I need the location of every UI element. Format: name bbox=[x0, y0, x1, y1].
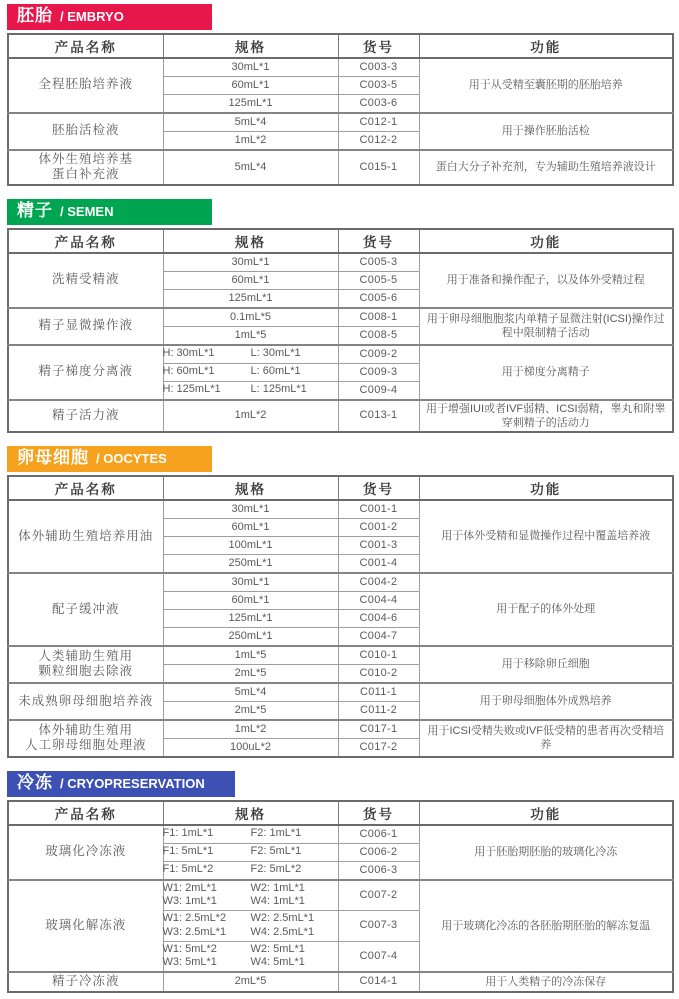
table-row bbox=[8, 308, 673, 327]
table-head bbox=[8, 476, 673, 500]
spec-value: F2: 5mL*2 bbox=[250, 863, 302, 876]
product-name-line: 人类辅助生殖用 bbox=[38, 648, 133, 663]
spec-value: 1mL*5 bbox=[234, 648, 267, 661]
catalog-number-cell: C001-2 bbox=[338, 518, 419, 536]
spec-value: 0.1mL*5 bbox=[230, 310, 271, 323]
spec-value: 100mL*1 bbox=[228, 538, 273, 551]
column-header: 货号 bbox=[338, 34, 419, 58]
function-cell: 用于操作胚胎活检 bbox=[419, 113, 673, 150]
product-name-line: 体外辅助生殖用 bbox=[38, 722, 133, 737]
catalog-number-cell: C009-2 bbox=[338, 345, 419, 364]
catalog-number-cell: C011-1 bbox=[338, 683, 419, 702]
catalog-number-cell: C009-4 bbox=[338, 381, 419, 400]
product-name-line: 精子活力液 bbox=[51, 408, 120, 423]
table-head bbox=[8, 34, 673, 58]
product-name-cell bbox=[8, 500, 163, 573]
table-body bbox=[8, 500, 673, 757]
catalog-number-cell: C011-2 bbox=[338, 701, 419, 720]
section-header-cryopreservation bbox=[7, 771, 235, 797]
column-header: 产品名称 bbox=[8, 34, 163, 58]
product-name-line: 全程胚胎培养液 bbox=[38, 77, 133, 92]
spec-cell bbox=[163, 683, 338, 702]
column-header: 货号 bbox=[338, 476, 419, 500]
spec-pair bbox=[162, 863, 336, 877]
spec-value: 30mL*1 bbox=[231, 502, 270, 515]
product-name-cell bbox=[8, 400, 163, 433]
product-name-cell bbox=[8, 972, 163, 992]
function-cell: 用于准备和操作配子，以及体外受精过程 bbox=[419, 253, 673, 308]
section-embryo bbox=[7, 4, 672, 186]
function-cell: 用于玻璃化冷冻的各胚胎期胚胎的解冻复温 bbox=[419, 880, 673, 973]
spec-cell bbox=[163, 253, 338, 272]
spec-value: L: 125mL*1 bbox=[250, 383, 307, 396]
catalog-number-cell: C010-2 bbox=[338, 664, 419, 683]
column-header: 功能 bbox=[419, 229, 673, 253]
spec-value: 30mL*1 bbox=[231, 575, 270, 588]
section-title-zh: 胚胎 bbox=[17, 6, 53, 25]
spec-cell bbox=[163, 664, 338, 683]
spec-cell bbox=[163, 94, 338, 113]
column-header: 产品名称 bbox=[8, 229, 163, 253]
product-name-line: 洗精受精液 bbox=[51, 272, 120, 287]
product-name-cell bbox=[8, 825, 163, 880]
catalog-number-cell: C005-5 bbox=[338, 271, 419, 289]
section-header-embryo bbox=[7, 4, 212, 30]
product-name-line: 配子缓冲液 bbox=[51, 601, 120, 616]
product-name-cell bbox=[8, 308, 163, 345]
function-cell: 用于移除卵丘细胞 bbox=[419, 646, 673, 683]
spec-value: W3: 5mL*1 bbox=[162, 956, 217, 969]
catalog-number-cell: C007-3 bbox=[338, 911, 419, 942]
function-cell: 用于人类精子的冷冻保存 bbox=[419, 972, 673, 992]
table-head bbox=[8, 801, 673, 825]
product-name-line: 人工卵母细胞处理液 bbox=[24, 738, 147, 753]
product-name-line: 颗粒细胞去除液 bbox=[38, 664, 133, 679]
table-row bbox=[8, 400, 673, 433]
function-cell: 用于卵母细胞胞浆内单精子显微注射(ICSI)操作过程中限制精子活动 bbox=[419, 308, 673, 345]
section-title-zh: 精子 bbox=[17, 200, 53, 220]
spec-cell bbox=[163, 345, 338, 364]
product-name-cell bbox=[8, 253, 163, 308]
product-name-cell bbox=[8, 683, 163, 720]
catalog-number-cell: C012-2 bbox=[338, 131, 419, 150]
spec-value: 100uL*2 bbox=[230, 740, 271, 753]
spec-value: F2: 1mL*1 bbox=[250, 827, 302, 840]
spec-value: 2mL*5 bbox=[234, 703, 267, 716]
spec-value: W2: 5mL*1 bbox=[250, 942, 305, 955]
column-header: 功能 bbox=[419, 476, 673, 500]
table-row bbox=[8, 646, 673, 665]
spec-pair bbox=[162, 956, 336, 970]
table-row bbox=[8, 58, 673, 77]
section-title-en: / CRYOPRESERVATION bbox=[60, 775, 205, 791]
product-name-line: 胚胎活检液 bbox=[51, 123, 120, 138]
spec-pair bbox=[162, 925, 336, 940]
function-cell: 用于卵母细胞体外成熟培养 bbox=[419, 683, 673, 720]
table-row bbox=[8, 253, 673, 272]
column-header: 规格 bbox=[163, 229, 338, 253]
spec-cell bbox=[163, 861, 338, 880]
spec-cell bbox=[163, 150, 338, 185]
column-header: 产品名称 bbox=[8, 476, 163, 500]
section-title-en: / SEMEN bbox=[60, 203, 114, 219]
product-name-line: 精子显微操作液 bbox=[38, 318, 133, 333]
spec-value: 5mL*4 bbox=[234, 160, 267, 173]
catalog-number-cell: C006-1 bbox=[338, 825, 419, 844]
spec-cell bbox=[163, 646, 338, 665]
spec-value: W4: 2.5mL*1 bbox=[250, 925, 315, 938]
catalog-number-cell: C004-4 bbox=[338, 591, 419, 609]
spec-cell bbox=[163, 941, 338, 972]
header-row bbox=[8, 34, 673, 58]
product-name-cell bbox=[8, 646, 163, 683]
function-cell: 用于体外受精和显微操作过程中覆盖培养液 bbox=[419, 500, 673, 573]
catalog-number-cell: C003-5 bbox=[338, 76, 419, 94]
spec-value: W1: 2mL*1 bbox=[162, 881, 217, 894]
catalog-number-cell: C003-3 bbox=[338, 58, 419, 77]
spec-value: 60mL*1 bbox=[231, 78, 270, 91]
spec-value: W4: 1mL*1 bbox=[250, 895, 305, 908]
spec-value: 30mL*1 bbox=[231, 60, 270, 73]
spec-pair bbox=[162, 365, 336, 379]
header-row bbox=[8, 476, 673, 500]
product-name-line: 蛋白补充液 bbox=[51, 167, 120, 182]
section-oocytes bbox=[7, 446, 672, 758]
section-cryopreservation bbox=[7, 771, 672, 993]
spec-value: W2: 1mL*1 bbox=[250, 881, 305, 894]
spec-value: 60mL*1 bbox=[231, 593, 270, 606]
spec-cell bbox=[163, 843, 338, 861]
spec-cell bbox=[163, 573, 338, 592]
table-row bbox=[8, 150, 673, 185]
spec-cell bbox=[163, 289, 338, 308]
catalog-number-cell: C014-1 bbox=[338, 972, 419, 992]
spec-cell bbox=[163, 720, 338, 739]
spec-cell bbox=[163, 609, 338, 627]
catalog-number-cell: C006-2 bbox=[338, 843, 419, 861]
catalog-number-cell: C003-6 bbox=[338, 94, 419, 113]
table-row bbox=[8, 880, 673, 911]
spec-value: 60mL*1 bbox=[231, 273, 270, 286]
spec-pair bbox=[162, 912, 336, 926]
function-cell: 用于ICSI受精失败或IVF低受精的患者再次受精培养 bbox=[419, 720, 673, 757]
spec-value: 250mL*1 bbox=[228, 556, 273, 569]
spec-cell bbox=[163, 554, 338, 573]
spec-value: W3: 2.5mL*1 bbox=[162, 925, 227, 938]
column-header: 功能 bbox=[419, 801, 673, 825]
header-row bbox=[8, 229, 673, 253]
table-head bbox=[8, 229, 673, 253]
spec-value: 125mL*1 bbox=[228, 611, 273, 624]
catalog-number-cell: C015-1 bbox=[338, 150, 419, 185]
spec-cell bbox=[163, 76, 338, 94]
product-name-line: 玻璃化解冻液 bbox=[45, 918, 127, 933]
product-name-cell bbox=[8, 113, 163, 150]
spec-pair bbox=[162, 845, 336, 859]
catalog-number-cell: C001-3 bbox=[338, 536, 419, 554]
spec-value: H: 125mL*1 bbox=[162, 383, 221, 396]
spec-value: 2mL*5 bbox=[234, 975, 267, 988]
product-name-cell bbox=[8, 58, 163, 113]
product-table-cryopreservation bbox=[7, 800, 674, 993]
spec-pair bbox=[162, 347, 336, 361]
spec-pair bbox=[162, 881, 336, 896]
spec-cell bbox=[163, 972, 338, 992]
section-title-en: / OOCYTES bbox=[96, 451, 167, 467]
spec-cell bbox=[163, 131, 338, 150]
table-body bbox=[8, 58, 673, 185]
section-title-en: / EMBRYO bbox=[60, 9, 124, 24]
catalog-number-cell: C006-3 bbox=[338, 861, 419, 880]
catalog-number-cell: C007-4 bbox=[338, 941, 419, 972]
product-name-line: 玻璃化冷冻液 bbox=[45, 844, 127, 859]
spec-value: 1mL*2 bbox=[234, 133, 267, 146]
table-row bbox=[8, 500, 673, 519]
catalog-number-cell: C004-2 bbox=[338, 573, 419, 592]
spec-value: F1: 1mL*1 bbox=[162, 827, 214, 840]
spec-cell bbox=[163, 825, 338, 844]
catalog-number-cell: C008-1 bbox=[338, 308, 419, 327]
product-table-semen bbox=[7, 228, 674, 434]
column-header: 产品名称 bbox=[8, 801, 163, 825]
spec-cell bbox=[163, 738, 338, 757]
spec-value: W2: 2.5mL*1 bbox=[250, 912, 315, 925]
product-name-line: 精子梯度分离液 bbox=[38, 364, 133, 379]
spec-value: 5mL*4 bbox=[234, 685, 267, 698]
spec-value: 30mL*1 bbox=[231, 255, 270, 268]
spec-cell bbox=[163, 500, 338, 519]
catalog-number-cell: C005-3 bbox=[338, 253, 419, 272]
product-table-embryo bbox=[7, 33, 674, 186]
section-header-semen bbox=[7, 199, 212, 225]
spec-value: H: 60mL*1 bbox=[162, 365, 215, 378]
column-header: 规格 bbox=[163, 476, 338, 500]
spec-cell bbox=[163, 113, 338, 132]
product-name-cell bbox=[8, 880, 163, 973]
spec-value: 60mL*1 bbox=[231, 520, 270, 533]
table-body bbox=[8, 825, 673, 992]
spec-value: 250mL*1 bbox=[228, 629, 273, 642]
table-row bbox=[8, 345, 673, 364]
spec-value: F1: 5mL*2 bbox=[162, 863, 214, 876]
table-row bbox=[8, 720, 673, 739]
spec-cell bbox=[163, 880, 338, 911]
spec-value: 2mL*5 bbox=[234, 666, 267, 679]
spec-cell bbox=[163, 518, 338, 536]
catalog-number-cell: C001-1 bbox=[338, 500, 419, 519]
product-name-line: 精子冷冻液 bbox=[51, 974, 120, 989]
spec-value: L: 30mL*1 bbox=[250, 347, 301, 360]
catalog-number-cell: C010-1 bbox=[338, 646, 419, 665]
product-name-cell bbox=[8, 345, 163, 400]
spec-pair bbox=[162, 942, 336, 957]
spec-value: 1mL*5 bbox=[234, 328, 267, 341]
function-cell: 用于胚胎期胚胎的玻璃化冷冻 bbox=[419, 825, 673, 880]
spec-pair bbox=[162, 383, 336, 397]
spec-value: W1: 5mL*2 bbox=[162, 942, 217, 955]
column-header: 货号 bbox=[338, 801, 419, 825]
column-header: 功能 bbox=[419, 34, 673, 58]
catalog-number-cell: C007-2 bbox=[338, 880, 419, 911]
section-semen bbox=[7, 199, 672, 433]
spec-value: 125mL*1 bbox=[228, 291, 273, 304]
spec-cell bbox=[163, 271, 338, 289]
product-catalog bbox=[7, 4, 672, 993]
product-name-line: 未成熟卵母细胞培养液 bbox=[18, 693, 154, 708]
section-title-zh: 卵母细胞 bbox=[17, 448, 89, 468]
column-header: 规格 bbox=[163, 801, 338, 825]
header-row bbox=[8, 801, 673, 825]
spec-cell bbox=[163, 701, 338, 720]
product-table-oocytes bbox=[7, 475, 674, 758]
spec-cell bbox=[163, 591, 338, 609]
section-title-zh: 冷冻 bbox=[17, 772, 53, 792]
catalog-number-cell: C004-6 bbox=[338, 609, 419, 627]
spec-cell bbox=[163, 627, 338, 646]
function-cell: 用于从受精至囊胚期的胚胎培养 bbox=[419, 58, 673, 113]
catalog-number-cell: C013-1 bbox=[338, 400, 419, 433]
spec-cell bbox=[163, 363, 338, 381]
spec-value: W3: 1mL*1 bbox=[162, 895, 217, 908]
spec-value: W1: 2.5mL*2 bbox=[162, 912, 227, 925]
spec-value: F1: 5mL*1 bbox=[162, 845, 214, 858]
spec-value: F2: 5mL*1 bbox=[250, 845, 302, 858]
spec-cell bbox=[163, 308, 338, 327]
catalog-number-cell: C005-6 bbox=[338, 289, 419, 308]
function-cell: 蛋白大分子补充剂，专为辅助生殖培养液设计 bbox=[419, 150, 673, 185]
function-cell: 用于梯度分离精子 bbox=[419, 345, 673, 400]
product-name-line: 体外生殖培养基 bbox=[38, 151, 133, 166]
spec-cell bbox=[163, 400, 338, 433]
function-cell: 用于配子的体外处理 bbox=[419, 573, 673, 646]
product-name-cell bbox=[8, 573, 163, 646]
table-row bbox=[8, 972, 673, 992]
catalog-number-cell: C017-1 bbox=[338, 720, 419, 739]
spec-value: 1mL*2 bbox=[234, 409, 267, 422]
product-name-cell bbox=[8, 150, 163, 185]
catalog-number-cell: C008-5 bbox=[338, 326, 419, 345]
table-body bbox=[8, 253, 673, 433]
spec-cell bbox=[163, 911, 338, 942]
catalog-number-cell: C004-7 bbox=[338, 627, 419, 646]
product-name-cell bbox=[8, 720, 163, 757]
table-row bbox=[8, 573, 673, 592]
spec-value: 5mL*4 bbox=[234, 115, 267, 128]
spec-cell bbox=[163, 326, 338, 345]
spec-value: 125mL*1 bbox=[228, 96, 273, 109]
spec-value: H: 30mL*1 bbox=[162, 347, 215, 360]
column-header: 规格 bbox=[163, 34, 338, 58]
catalog-number-cell: C017-2 bbox=[338, 738, 419, 757]
spec-value: 1mL*2 bbox=[234, 722, 267, 735]
spec-pair bbox=[162, 827, 336, 841]
spec-value: L: 60mL*1 bbox=[250, 365, 301, 378]
spec-value: W4: 5mL*1 bbox=[250, 956, 305, 969]
catalog-number-cell: C012-1 bbox=[338, 113, 419, 132]
spec-cell bbox=[163, 536, 338, 554]
catalog-number-cell: C009-3 bbox=[338, 363, 419, 381]
product-name-line: 体外辅助生殖培养用油 bbox=[18, 528, 154, 543]
catalog-number-cell: C001-4 bbox=[338, 554, 419, 573]
function-cell: 用于增强IUI或者IVF弱精、ICSI弱精，睾丸和附睾穿刺精子的活动力 bbox=[419, 400, 673, 433]
spec-cell bbox=[163, 58, 338, 77]
table-row bbox=[8, 825, 673, 844]
table-row bbox=[8, 683, 673, 702]
spec-cell bbox=[163, 381, 338, 400]
column-header: 货号 bbox=[338, 229, 419, 253]
table-row bbox=[8, 113, 673, 132]
spec-pair bbox=[162, 895, 336, 909]
section-header-oocytes bbox=[7, 446, 212, 472]
